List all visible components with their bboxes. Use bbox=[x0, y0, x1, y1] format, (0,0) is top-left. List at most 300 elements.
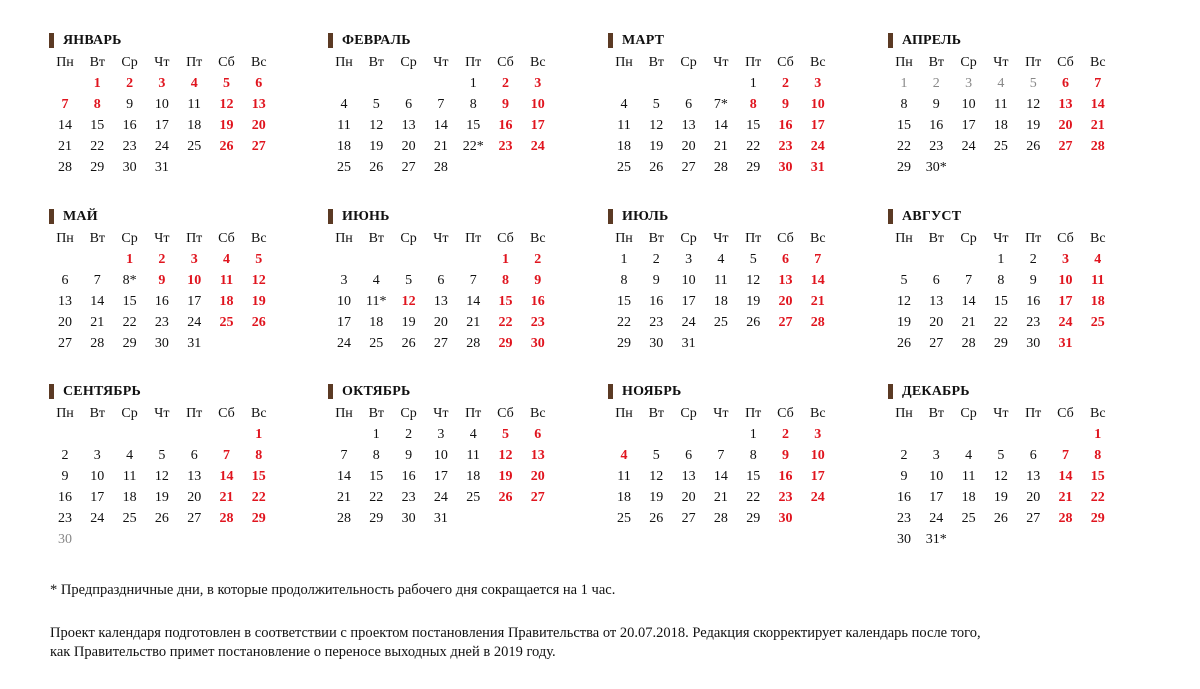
weekday-header: Сб bbox=[497, 55, 514, 70]
day-cell: 1 bbox=[469, 76, 477, 91]
day-cell: 16 bbox=[122, 118, 137, 133]
day-cell: 2 bbox=[158, 252, 166, 267]
day-cell: 10 bbox=[961, 97, 976, 112]
day-cell: 4 bbox=[469, 427, 477, 442]
day-cell: 11 bbox=[466, 448, 480, 463]
day-cell: 13 bbox=[58, 294, 72, 309]
weekday-header: Чт bbox=[993, 55, 1009, 70]
day-cell: 13 bbox=[251, 97, 266, 112]
day-cell: 22 bbox=[369, 490, 384, 505]
day-cell: 20 bbox=[778, 294, 793, 309]
weekday-header: Чт bbox=[154, 406, 170, 421]
day-cell: 6 bbox=[405, 97, 413, 112]
day-cell: 14 bbox=[337, 469, 351, 484]
day-cell: 18 bbox=[187, 118, 202, 133]
day-cell: 13 bbox=[1026, 469, 1041, 484]
day-cell: 25 bbox=[961, 511, 976, 526]
day-cell: 26 bbox=[649, 511, 664, 526]
day-cell: 17 bbox=[929, 490, 944, 505]
day-cell: 5 bbox=[502, 427, 509, 442]
day-cell: 3 bbox=[965, 76, 973, 91]
day-cell: 12 bbox=[251, 273, 266, 288]
day-cell: 13 bbox=[1058, 97, 1073, 112]
day-cell: 22 bbox=[617, 315, 631, 330]
day-cell: 6 bbox=[437, 273, 445, 288]
weekday-header: Чт bbox=[433, 231, 449, 246]
day-cell: 23 bbox=[401, 490, 416, 505]
day-cell: 7 bbox=[469, 273, 477, 288]
day-cell: 21 bbox=[58, 139, 72, 154]
weekday-header: Вт bbox=[89, 55, 106, 70]
day-cell: 1 bbox=[255, 427, 263, 442]
day-cell: 8 bbox=[900, 97, 908, 112]
month-2 bbox=[328, 32, 568, 178]
weekday-header: Ср bbox=[680, 406, 697, 421]
weekday-header: Сб bbox=[218, 231, 235, 246]
day-cell: 26 bbox=[897, 336, 911, 351]
day-cell: 21 bbox=[810, 294, 825, 309]
day-cell: 16 bbox=[649, 294, 664, 309]
day-cell: 9 bbox=[126, 97, 134, 112]
day-cell: 13 bbox=[681, 118, 696, 133]
day-cell: 23 bbox=[498, 139, 513, 154]
weekday-header: Ср bbox=[960, 55, 977, 70]
day-cell: 15 bbox=[993, 294, 1008, 309]
day-cell: 26 bbox=[219, 139, 234, 154]
day-cell: 26 bbox=[649, 160, 664, 175]
day-cell: 22* bbox=[462, 139, 484, 154]
weekday-header: Вс bbox=[530, 231, 546, 246]
day-cell: 13 bbox=[530, 448, 545, 463]
day-cell: 29 bbox=[746, 511, 761, 526]
month-title: ИЮЛЬ bbox=[608, 208, 848, 226]
day-cell: 5 bbox=[223, 76, 230, 91]
weekday-header: Вт bbox=[648, 406, 665, 421]
weekday-header: Пт bbox=[1025, 55, 1042, 70]
day-cell: 28 bbox=[713, 511, 728, 526]
day-cell: 12 bbox=[993, 469, 1008, 484]
day-cell: 25 bbox=[713, 315, 728, 330]
weekday-header: Вс bbox=[530, 55, 546, 70]
month-12 bbox=[888, 383, 1128, 550]
day-cell: 25 bbox=[122, 511, 137, 526]
month-6 bbox=[328, 208, 568, 354]
day-cell: 14 bbox=[713, 118, 728, 133]
day-cell: 14 bbox=[466, 294, 481, 309]
day-cell: 17 bbox=[154, 118, 169, 133]
day-cell: 12 bbox=[1026, 97, 1041, 112]
day-cell: 16 bbox=[154, 294, 169, 309]
day-cell: 8 bbox=[372, 448, 380, 463]
day-cell: 12 bbox=[649, 469, 664, 484]
day-cell: 9 bbox=[782, 97, 789, 112]
day-cell: 25 bbox=[466, 490, 481, 505]
day-cell: 3 bbox=[340, 273, 348, 288]
day-cell: 11 bbox=[961, 469, 976, 484]
day-cell: 6 bbox=[782, 252, 789, 267]
day-cell: 2 bbox=[782, 76, 789, 91]
day-cell: 6 bbox=[190, 448, 198, 463]
day-cell: 21 bbox=[713, 139, 728, 154]
day-cell: 7 bbox=[1094, 76, 1102, 91]
day-cell: 7 bbox=[340, 448, 348, 463]
weekday-header: Вс bbox=[251, 55, 267, 70]
day-cell: 10 bbox=[154, 97, 169, 112]
day-cell: 23 bbox=[530, 315, 545, 330]
day-cell: 24 bbox=[154, 139, 169, 154]
day-cell: 9 bbox=[158, 273, 166, 288]
day-cell: 18 bbox=[993, 118, 1008, 133]
day-cell: 4 bbox=[190, 76, 198, 91]
day-cell: 19 bbox=[251, 294, 266, 309]
day-cell: 15 bbox=[746, 469, 761, 484]
month-title: СЕНТЯБРЬ bbox=[49, 383, 289, 401]
day-cell: 15 bbox=[251, 469, 266, 484]
day-cell: 30 bbox=[530, 336, 545, 351]
day-cell: 23 bbox=[1026, 315, 1041, 330]
day-cell: 10 bbox=[530, 97, 545, 112]
day-cell: 23 bbox=[778, 490, 793, 505]
day-cell: 13 bbox=[401, 118, 416, 133]
day-cell: 3 bbox=[93, 448, 101, 463]
day-cell: 18 bbox=[122, 490, 137, 505]
day-cell: 8 bbox=[1094, 448, 1102, 463]
day-cell: 11 bbox=[122, 469, 137, 484]
day-cell: 1 bbox=[1094, 427, 1102, 442]
day-cell: 18 bbox=[617, 139, 631, 154]
day-cell: 18 bbox=[369, 315, 384, 330]
weekday-header: Пн bbox=[615, 406, 633, 421]
day-cell: 27 bbox=[58, 336, 72, 351]
weekday-header: Ср bbox=[400, 231, 417, 246]
day-cell: 10 bbox=[433, 448, 448, 463]
weekday-header: Чт bbox=[713, 55, 729, 70]
day-cell: 12 bbox=[897, 294, 911, 309]
weekday-header: Пн bbox=[895, 55, 913, 70]
day-cell: 11 bbox=[187, 97, 201, 112]
weekday-header: Вт bbox=[89, 231, 106, 246]
weekday-header: Вт bbox=[928, 406, 945, 421]
day-cell: 13 bbox=[929, 294, 944, 309]
day-cell: 26 bbox=[401, 336, 416, 351]
weekday-header: Вт bbox=[368, 55, 385, 70]
day-cell: 2 bbox=[782, 427, 789, 442]
day-cell: 12 bbox=[649, 118, 664, 133]
month-title: ДЕКАБРЬ bbox=[888, 383, 1128, 401]
day-cell: 29 bbox=[122, 336, 137, 351]
weekday-header: Вс bbox=[530, 406, 546, 421]
weekday-header: Пт bbox=[465, 55, 482, 70]
day-cell: 30 bbox=[897, 532, 911, 547]
day-cell: 3 bbox=[158, 76, 166, 91]
weekday-header: Пн bbox=[56, 55, 74, 70]
day-cell: 20 bbox=[251, 118, 266, 133]
day-cell: 11 bbox=[337, 118, 351, 133]
day-cell: 27 bbox=[778, 315, 793, 330]
day-cell: 4 bbox=[223, 252, 230, 267]
day-cell: 30 bbox=[649, 336, 664, 351]
weekday-header: Ср bbox=[121, 231, 138, 246]
day-cell: 18 bbox=[337, 139, 351, 154]
weekday-header: Чт bbox=[433, 55, 449, 70]
weekday-header: Ср bbox=[400, 55, 417, 70]
day-cell: 3 bbox=[932, 448, 940, 463]
day-cell: 15 bbox=[90, 118, 105, 133]
weekday-header: Вт bbox=[928, 55, 945, 70]
day-cell: 28 bbox=[961, 336, 976, 351]
day-cell: 4 bbox=[372, 273, 380, 288]
day-cell: 6 bbox=[1029, 448, 1037, 463]
day-cell: 17 bbox=[187, 294, 202, 309]
weekday-header: Вт bbox=[648, 55, 665, 70]
day-cell: 22 bbox=[251, 490, 266, 505]
day-cell: 8 bbox=[469, 97, 477, 112]
day-cell: 7 bbox=[814, 252, 822, 267]
day-cell: 9 bbox=[652, 273, 660, 288]
day-cell: 10 bbox=[810, 97, 825, 112]
weekday-header: Чт bbox=[993, 231, 1009, 246]
day-cell: 12 bbox=[369, 118, 384, 133]
day-cell: 17 bbox=[1058, 294, 1073, 309]
day-cell: 29 bbox=[498, 336, 513, 351]
month-4 bbox=[888, 32, 1128, 178]
day-cell: 22 bbox=[1090, 490, 1105, 505]
weekday-header: Пн bbox=[895, 406, 913, 421]
day-cell: 31 bbox=[433, 511, 448, 526]
day-cell: 9 bbox=[534, 273, 542, 288]
weekday-header: Вс bbox=[251, 231, 267, 246]
day-cell: 15 bbox=[1090, 469, 1105, 484]
weekday-header: Ср bbox=[121, 55, 138, 70]
day-cell: 13 bbox=[187, 469, 202, 484]
day-cell: 3 bbox=[437, 427, 445, 442]
weekday-header: Сб bbox=[777, 55, 794, 70]
day-cell: 27 bbox=[681, 511, 696, 526]
day-cell: 15 bbox=[466, 118, 481, 133]
day-cell: 21 bbox=[466, 315, 481, 330]
day-cell: 30 bbox=[122, 160, 137, 175]
day-cell: 20 bbox=[1026, 490, 1041, 505]
weekday-header: Вт bbox=[648, 231, 665, 246]
weekday-header: Пн bbox=[335, 406, 353, 421]
weekday-header: Чт bbox=[713, 406, 729, 421]
day-cell: 16 bbox=[897, 490, 911, 505]
weekday-header: Ср bbox=[121, 406, 138, 421]
project-note-line1: Проект календаря подготовлен в соответствии с проектом постановления Правительства от 20.07.2018. Редакция скорректирует календарь после того, bbox=[50, 625, 981, 641]
day-cell: 22 bbox=[993, 315, 1008, 330]
month-title: ЯНВАРЬ bbox=[49, 32, 289, 50]
weekday-header: Чт bbox=[433, 406, 449, 421]
weekday-header: Пт bbox=[1025, 406, 1042, 421]
day-cell: 31* bbox=[925, 532, 947, 547]
month-10 bbox=[328, 383, 568, 529]
weekday-header: Вс bbox=[810, 55, 826, 70]
day-cell: 7 bbox=[1062, 448, 1069, 463]
day-cell: 26 bbox=[498, 490, 513, 505]
day-cell: 7 bbox=[61, 97, 69, 112]
day-cell: 28 bbox=[433, 160, 448, 175]
day-cell: 1 bbox=[126, 252, 134, 267]
weekday-header: Пт bbox=[186, 55, 203, 70]
day-cell: 24 bbox=[90, 511, 105, 526]
day-cell: 21 bbox=[337, 490, 351, 505]
day-cell: 20 bbox=[401, 139, 416, 154]
day-cell: 1 bbox=[372, 427, 380, 442]
day-cell: 6 bbox=[685, 448, 693, 463]
day-cell: 20 bbox=[929, 315, 944, 330]
day-cell: 21 bbox=[433, 139, 448, 154]
day-cell: 10 bbox=[681, 273, 696, 288]
day-cell: 31 bbox=[681, 336, 696, 351]
month-3 bbox=[608, 32, 848, 178]
day-cell: 23 bbox=[649, 315, 664, 330]
day-cell: 24 bbox=[929, 511, 944, 526]
day-cell: 6 bbox=[685, 97, 693, 112]
day-cell: 17 bbox=[961, 118, 976, 133]
day-cell: 15 bbox=[746, 118, 761, 133]
weekday-header: Вт bbox=[368, 231, 385, 246]
day-cell: 7 bbox=[223, 448, 230, 463]
day-cell: 20 bbox=[681, 139, 696, 154]
day-cell: 23 bbox=[58, 511, 72, 526]
day-cell: 21 bbox=[713, 490, 728, 505]
day-cell: 12 bbox=[498, 448, 513, 463]
day-cell: 8 bbox=[620, 273, 628, 288]
day-cell: 2 bbox=[126, 76, 134, 91]
month-5 bbox=[49, 208, 289, 354]
day-cell: 9 bbox=[405, 448, 413, 463]
day-cell: 24 bbox=[530, 139, 545, 154]
day-cell: 13 bbox=[681, 469, 696, 484]
day-cell: 2 bbox=[652, 252, 660, 267]
day-cell: 19 bbox=[649, 490, 664, 505]
day-cell: 27 bbox=[530, 490, 545, 505]
weekday-header: Чт bbox=[154, 55, 170, 70]
day-cell: 8* bbox=[122, 273, 137, 288]
day-cell: 25 bbox=[219, 315, 234, 330]
month-11 bbox=[608, 383, 848, 529]
day-cell: 4 bbox=[126, 448, 134, 463]
day-cell: 3 bbox=[685, 252, 693, 267]
day-cell: 27 bbox=[681, 160, 696, 175]
weekday-header: Ср bbox=[400, 406, 417, 421]
day-cell: 28 bbox=[337, 511, 351, 526]
weekday-header: Вс bbox=[1090, 55, 1106, 70]
day-cell: 4 bbox=[717, 252, 725, 267]
day-cell: 14 bbox=[961, 294, 976, 309]
day-cell: 28 bbox=[466, 336, 481, 351]
day-cell: 5 bbox=[652, 97, 660, 112]
day-cell: 5 bbox=[255, 252, 263, 267]
day-cell: 7 bbox=[965, 273, 973, 288]
weekday-header: Вс bbox=[1090, 406, 1106, 421]
weekday-header: Сб bbox=[497, 231, 514, 246]
day-cell: 20 bbox=[530, 469, 545, 484]
weekday-header: Пт bbox=[745, 55, 762, 70]
day-cell: 5 bbox=[652, 448, 660, 463]
day-cell: 13 bbox=[433, 294, 448, 309]
day-cell: 16 bbox=[498, 118, 513, 133]
day-cell: 11* bbox=[366, 294, 387, 309]
day-cell: 11 bbox=[714, 273, 728, 288]
month-title: ИЮНЬ bbox=[328, 208, 568, 226]
day-cell: 22 bbox=[90, 139, 105, 154]
day-cell: 17 bbox=[433, 469, 448, 484]
day-cell: 24 bbox=[681, 315, 696, 330]
day-cell: 25 bbox=[617, 160, 631, 175]
weekday-header: Вт bbox=[928, 231, 945, 246]
day-cell: 23 bbox=[778, 139, 793, 154]
day-cell: 22 bbox=[746, 139, 761, 154]
day-cell: 28 bbox=[1058, 511, 1073, 526]
day-cell: 23 bbox=[122, 139, 137, 154]
day-cell: 14 bbox=[1090, 97, 1105, 112]
day-cell: 4 bbox=[1094, 252, 1102, 267]
day-cell: 21 bbox=[1058, 490, 1073, 505]
day-cell: 20 bbox=[433, 315, 448, 330]
day-cell: 1 bbox=[749, 427, 757, 442]
day-cell: 2 bbox=[502, 76, 509, 91]
day-cell: 10 bbox=[810, 448, 825, 463]
day-cell: 25 bbox=[617, 511, 631, 526]
day-cell: 30 bbox=[154, 336, 169, 351]
day-cell: 1 bbox=[620, 252, 628, 267]
day-cell: 11 bbox=[219, 273, 234, 288]
day-cell: 19 bbox=[993, 490, 1008, 505]
weekday-header: Чт bbox=[154, 231, 170, 246]
day-cell: 24 bbox=[810, 490, 825, 505]
day-cell: 17 bbox=[337, 315, 351, 330]
day-cell: 15 bbox=[369, 469, 384, 484]
day-cell: 28 bbox=[90, 336, 105, 351]
day-cell: 27 bbox=[187, 511, 202, 526]
day-cell: 6 bbox=[255, 76, 263, 91]
footnote: * Предпраздничные дни, в которые продолжительность рабочего дня сокращается на 1 час. bbox=[50, 582, 616, 598]
weekday-header: Сб bbox=[1057, 406, 1074, 421]
day-cell: 17 bbox=[681, 294, 696, 309]
day-cell: 31 bbox=[1058, 336, 1073, 351]
day-cell: 5 bbox=[1029, 76, 1037, 91]
day-cell: 10 bbox=[929, 469, 944, 484]
day-cell: 31 bbox=[810, 160, 825, 175]
day-cell: 8 bbox=[997, 273, 1005, 288]
weekday-header: Пт bbox=[465, 406, 482, 421]
weekday-header: Пт bbox=[186, 406, 203, 421]
day-cell: 11 bbox=[617, 469, 631, 484]
day-cell: 12 bbox=[401, 294, 416, 309]
day-cell: 28 bbox=[713, 160, 728, 175]
day-cell: 27 bbox=[1026, 511, 1041, 526]
day-cell: 21 bbox=[219, 490, 234, 505]
day-cell: 6 bbox=[534, 427, 542, 442]
weekday-header: Пт bbox=[1025, 231, 1042, 246]
weekday-header: Чт bbox=[713, 231, 729, 246]
month-9 bbox=[49, 383, 289, 550]
month-title: ФЕВРАЛЬ bbox=[328, 32, 568, 50]
weekday-header: Пн bbox=[335, 231, 353, 246]
month-title: АВГУСТ bbox=[888, 208, 1128, 226]
day-cell: 19 bbox=[369, 139, 384, 154]
day-cell: 1 bbox=[900, 76, 908, 91]
day-cell: 2 bbox=[534, 252, 542, 267]
month-1 bbox=[49, 32, 289, 178]
day-cell: 10 bbox=[90, 469, 105, 484]
day-cell: 16 bbox=[401, 469, 416, 484]
day-cell: 23 bbox=[929, 139, 944, 154]
day-cell: 2 bbox=[932, 76, 940, 91]
day-cell: 30 bbox=[778, 160, 793, 175]
day-cell: 4 bbox=[965, 448, 973, 463]
